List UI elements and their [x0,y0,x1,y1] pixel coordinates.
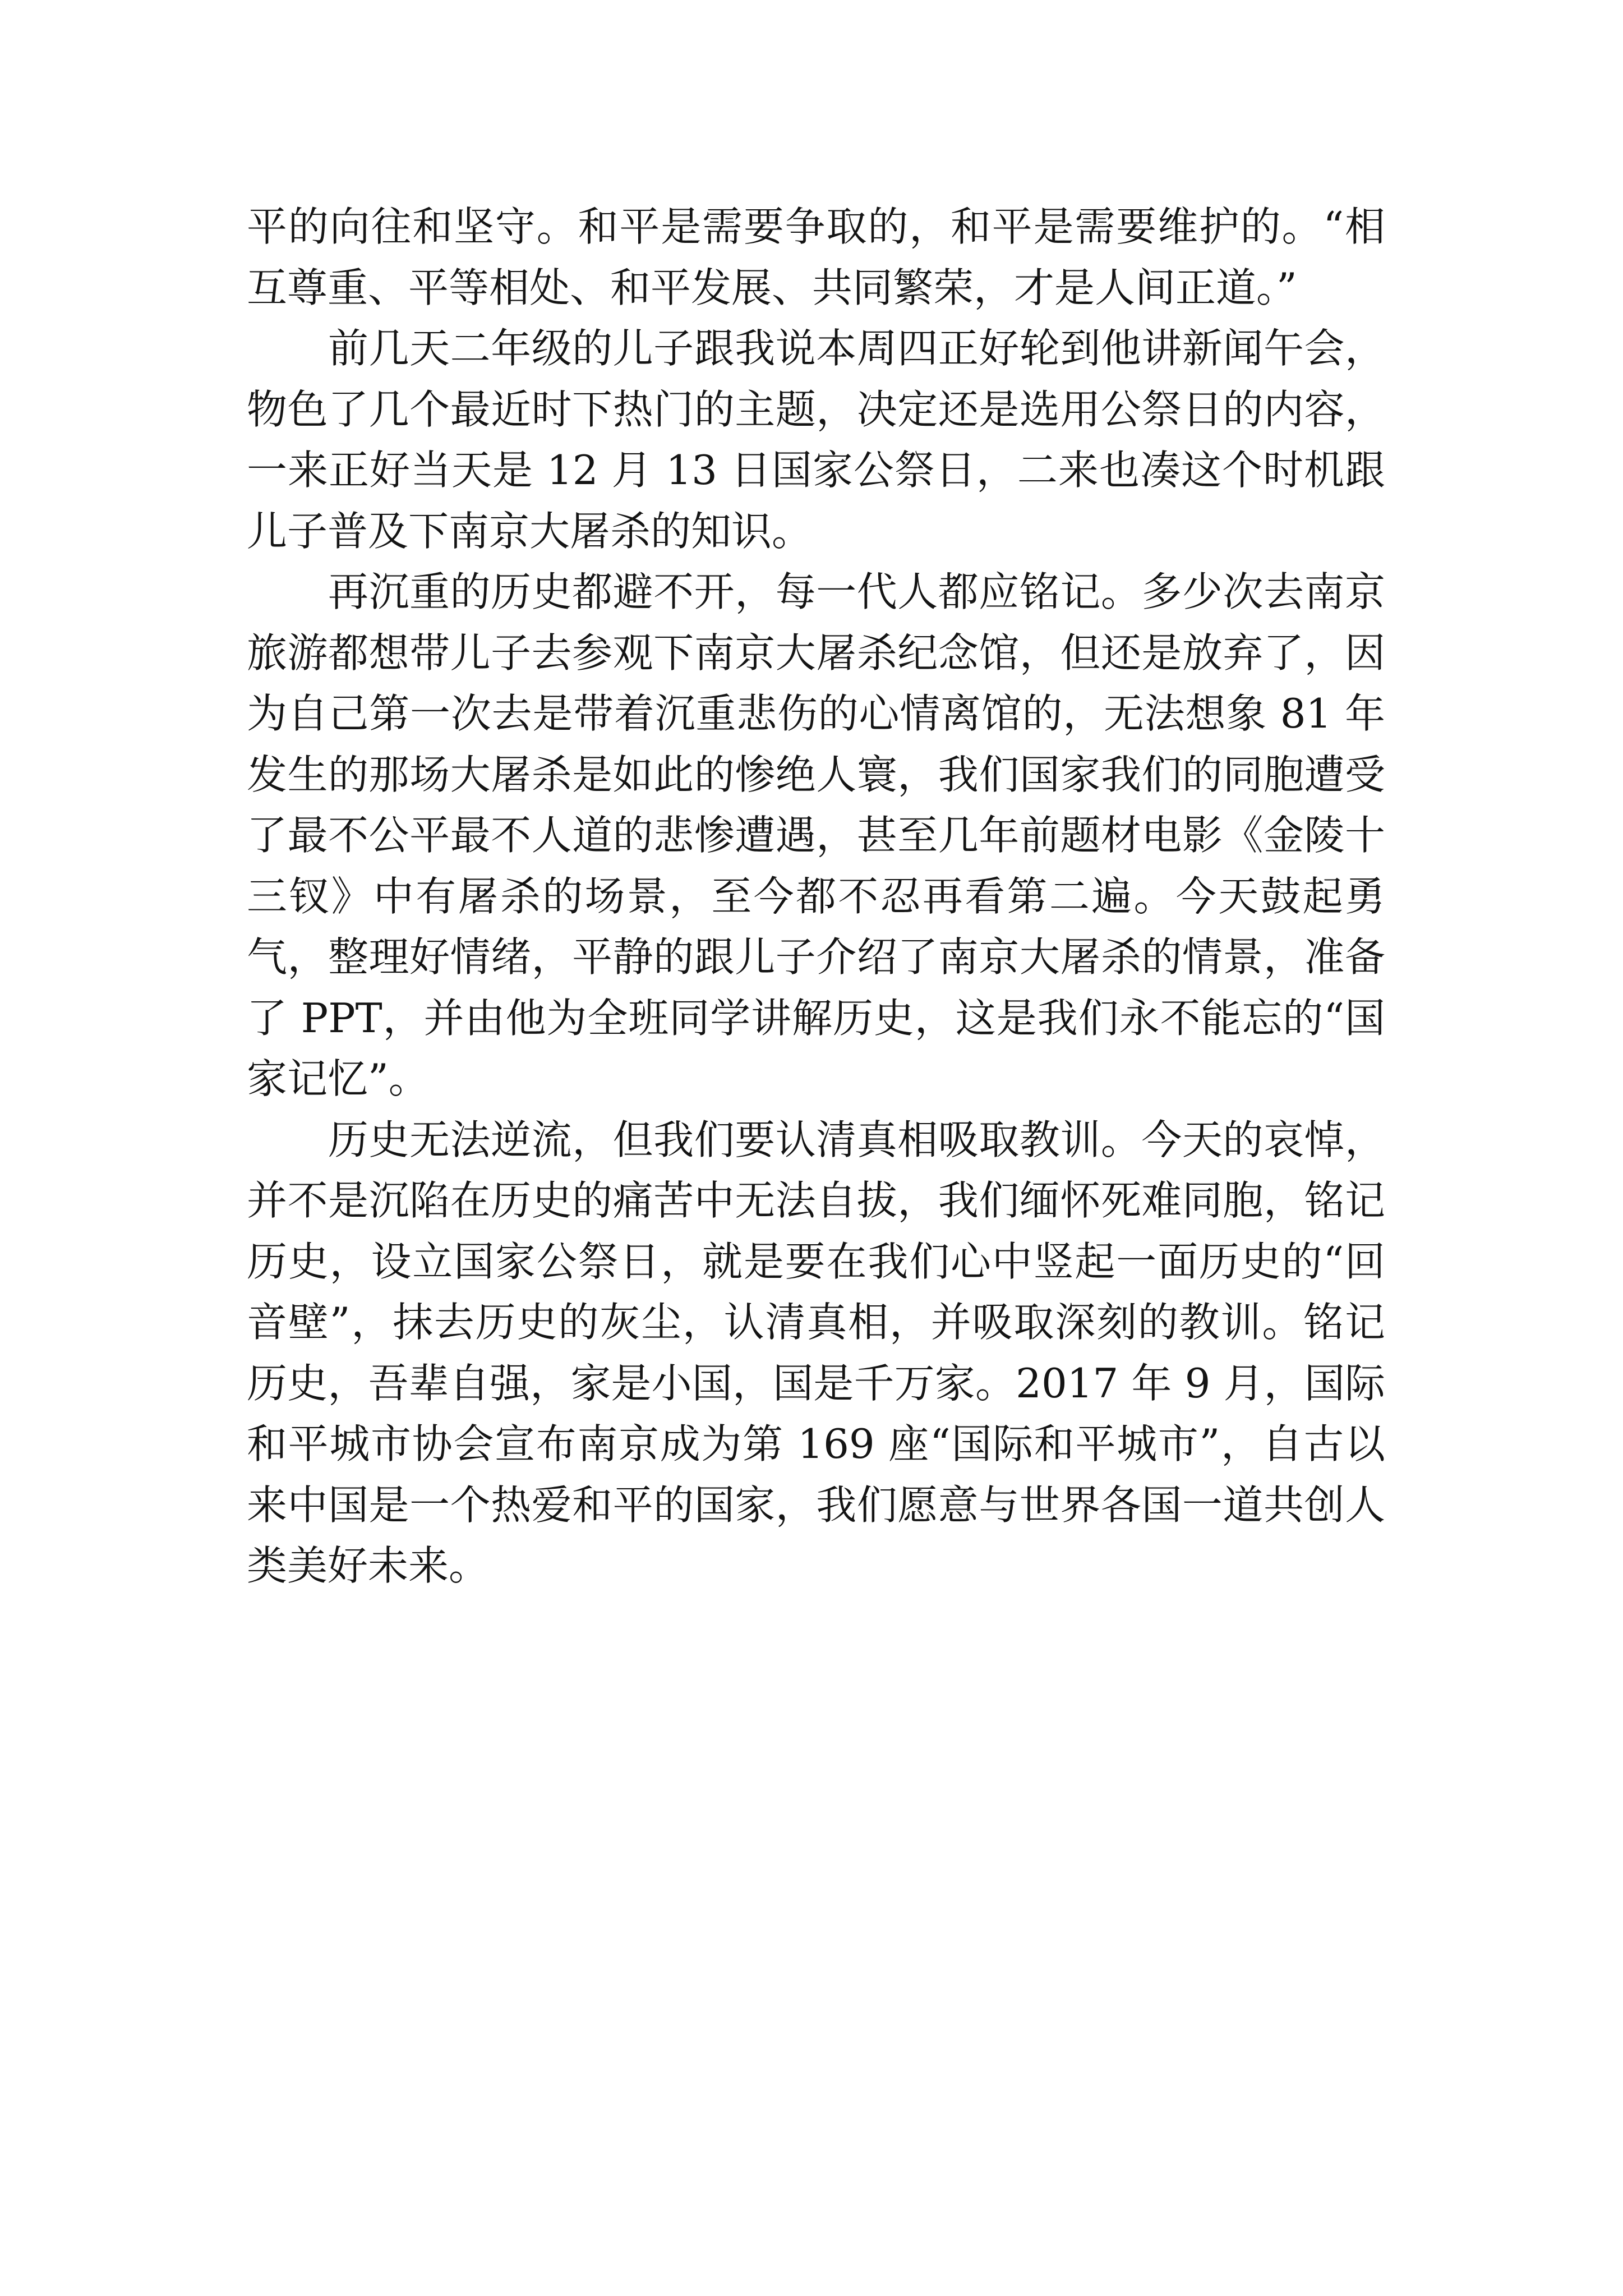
paragraph-1: 平的向往和坚守。和平是需要争取的，和平是需要维护的。“相互尊重、平等相处、和平发展、共同繁荣，才是人间正道。” [247,203,1385,311]
paragraph-4: 历史无法逆流，但我们要认清真相吸取教训。今天的哀悼，并不是沉陷在历史的痛苦中无法自拔，我们缅怀死难同胞，铭记历史，设立国家公祭日，就是要在我们心中竖起一面历史的“回音壁”，抹去历史的灰尘，认清真相，并吸取深刻的教训。铭记历史，吾辈自强，家是小国，国是千万家。2017 年 9 月，国际和平城市协会宣布南京成为第 169 座“国际和平城市”，自古以来中国是一个热爱和平的国家，我们愿意与世界各国一道共创人类美好未来。 [247,1116,1385,1589]
paragraph-2: 前几天二年级的儿子跟我说本周四正好轮到他讲新闻午会，物色了几个最近时下热门的主题，决定还是选用公祭日的内容，一来正好当天是 12 月 13 日国家公祭日，二来也凑这个时机跟儿子普及下南京大屠杀的知识。 [247,325,1385,555]
paragraph-3: 再沉重的历史都避不开，每一代人都应铭记。多少次去南京旅游都想带儿子去参观下南京大屠杀纪念馆，但还是放弃了，因为自己第一次去是带着沉重悲伤的心情离馆的，无法想象 81 年发生的那场大屠杀是如此的惨绝人寰，我们国家我们的同胞遭受了最不公平最不人道的悲惨遭遇，甚至几年前题材电影《金陵十三钗》中有屠杀的场景，至今都不忍再看第二遍。今天鼓起勇气，整理好情绪，平静的跟儿子介绍了南京大屠杀的情景，准备了 PPT，并由他为全班同学讲解历史，这是我们永不能忘的“国家记忆”。 [247,568,1385,1102]
document-body [247,196,1385,1596]
